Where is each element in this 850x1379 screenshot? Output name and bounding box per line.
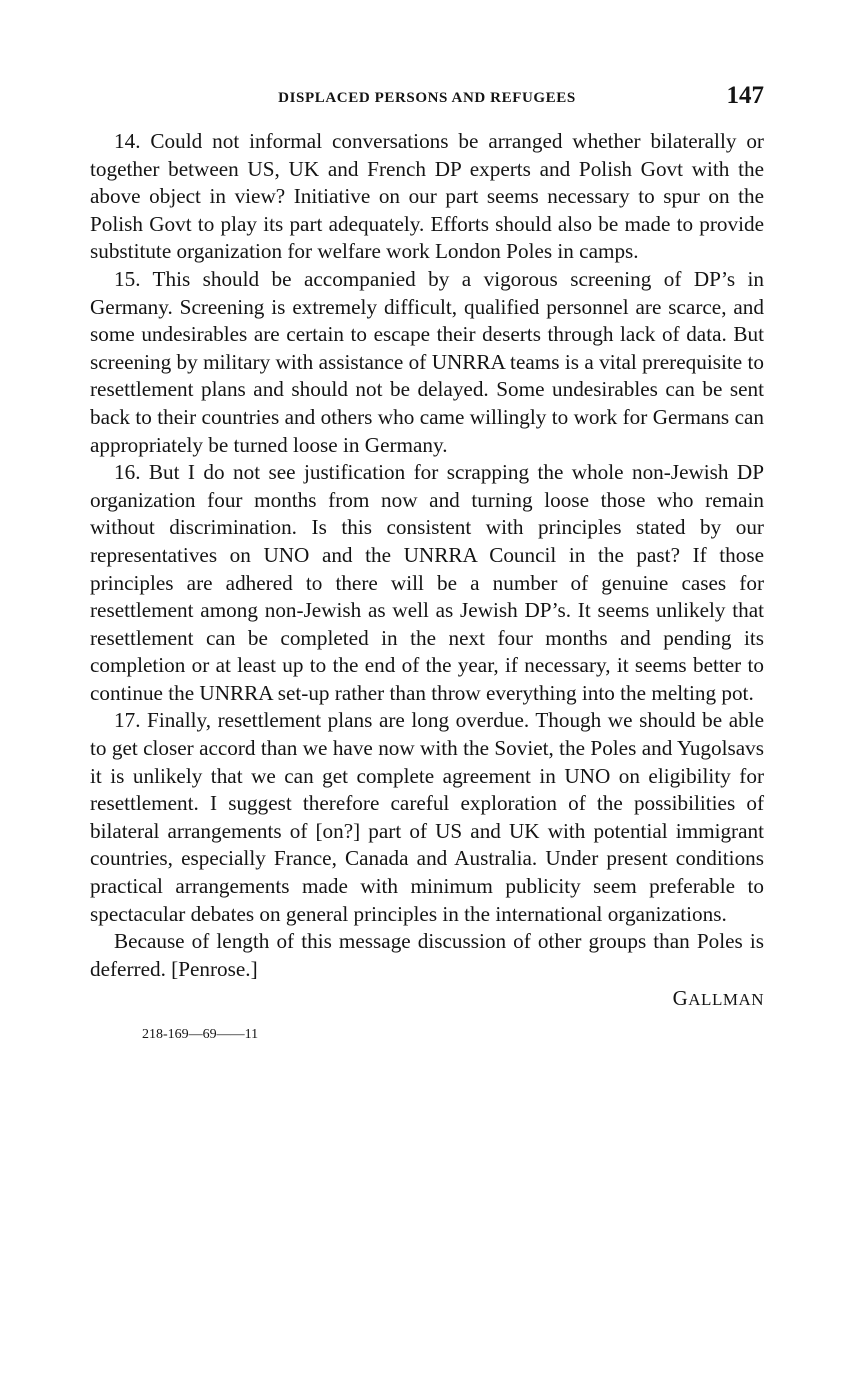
print-code: 218-169—69——11 — [142, 1027, 259, 1043]
page-header — [90, 84, 764, 114]
paragraph-16: 16. But I do not see justification for scrapping the whole non-Jewish DP organization four months from now and turning loose those who remain without discrimination. Is this consistent with principles stated by our representatives on UNO and the UNRRA Council in the past? If those principles are adhered to there will be a number of genuine cases for resettlement among non-Jewish as well as Jewish DP’s. It seems unlikely that resettlement can be completed in the next four months and pending its completion or at least up to the end of the year, if necessary, it seems better to continue the UNRRA set-up rather than throw everything into the melting pot. — [90, 460, 764, 705]
signature-rest: ALLMAN — [688, 990, 764, 1010]
running-title: DISPLACED PERSONS AND REFUGEES — [278, 90, 576, 106]
paragraph-17: 17. Finally, resettlement plans are long overdue. Though we should be able to get closer accord than we have now with the Soviet, the Poles and Yugolsavs it is unlikely that we can get complete agreement in UNO on eligibility for resettlement. I suggest therefore careful exploration of the possibilities of bilateral arrangements of [on?] part of US and UK with potential immigrant countries, especially France, Canada and Australia. Under present conditions practical arrangements made with minimum publicity seem preferable to spectacular debates on general principles in the international organizations. — [90, 708, 764, 926]
closing-paragraph: Because of length of this message discussion of other groups than Poles is deferred. [Penrose.] — [90, 929, 764, 981]
paragraph-15: 15. This should be accompanied by a vigorous screening of DP’s in Germany. Screening is extremely difficult, qualified personnel are scarce, and some undesirables are certain to escape their deserts through lack of data. But screening by military with assistance of UNRRA teams is a vital prerequisite to resettlement plans and should not be delayed. Some undesirables can be sent back to their countries and others who came willingly to work for Germans can appropriately be turned loose in Germany. — [90, 266, 764, 457]
signature-initial: G — [672, 986, 689, 1011]
signature — [90, 985, 764, 1013]
paragraph-14: 14. Could not informal conversations be arranged whether bilaterally or together between US, UK and French DP experts and Polish Govt with the above object in view? Initiative on our part seems necessary to spur on the Polish Govt to play its part adequately. Efforts should also be made to provide substitute organization for welfare work London Poles in camps. — [90, 129, 764, 264]
document-page — [90, 0, 764, 1379]
page-number: 147 — [726, 82, 764, 109]
body-text — [90, 128, 764, 1045]
